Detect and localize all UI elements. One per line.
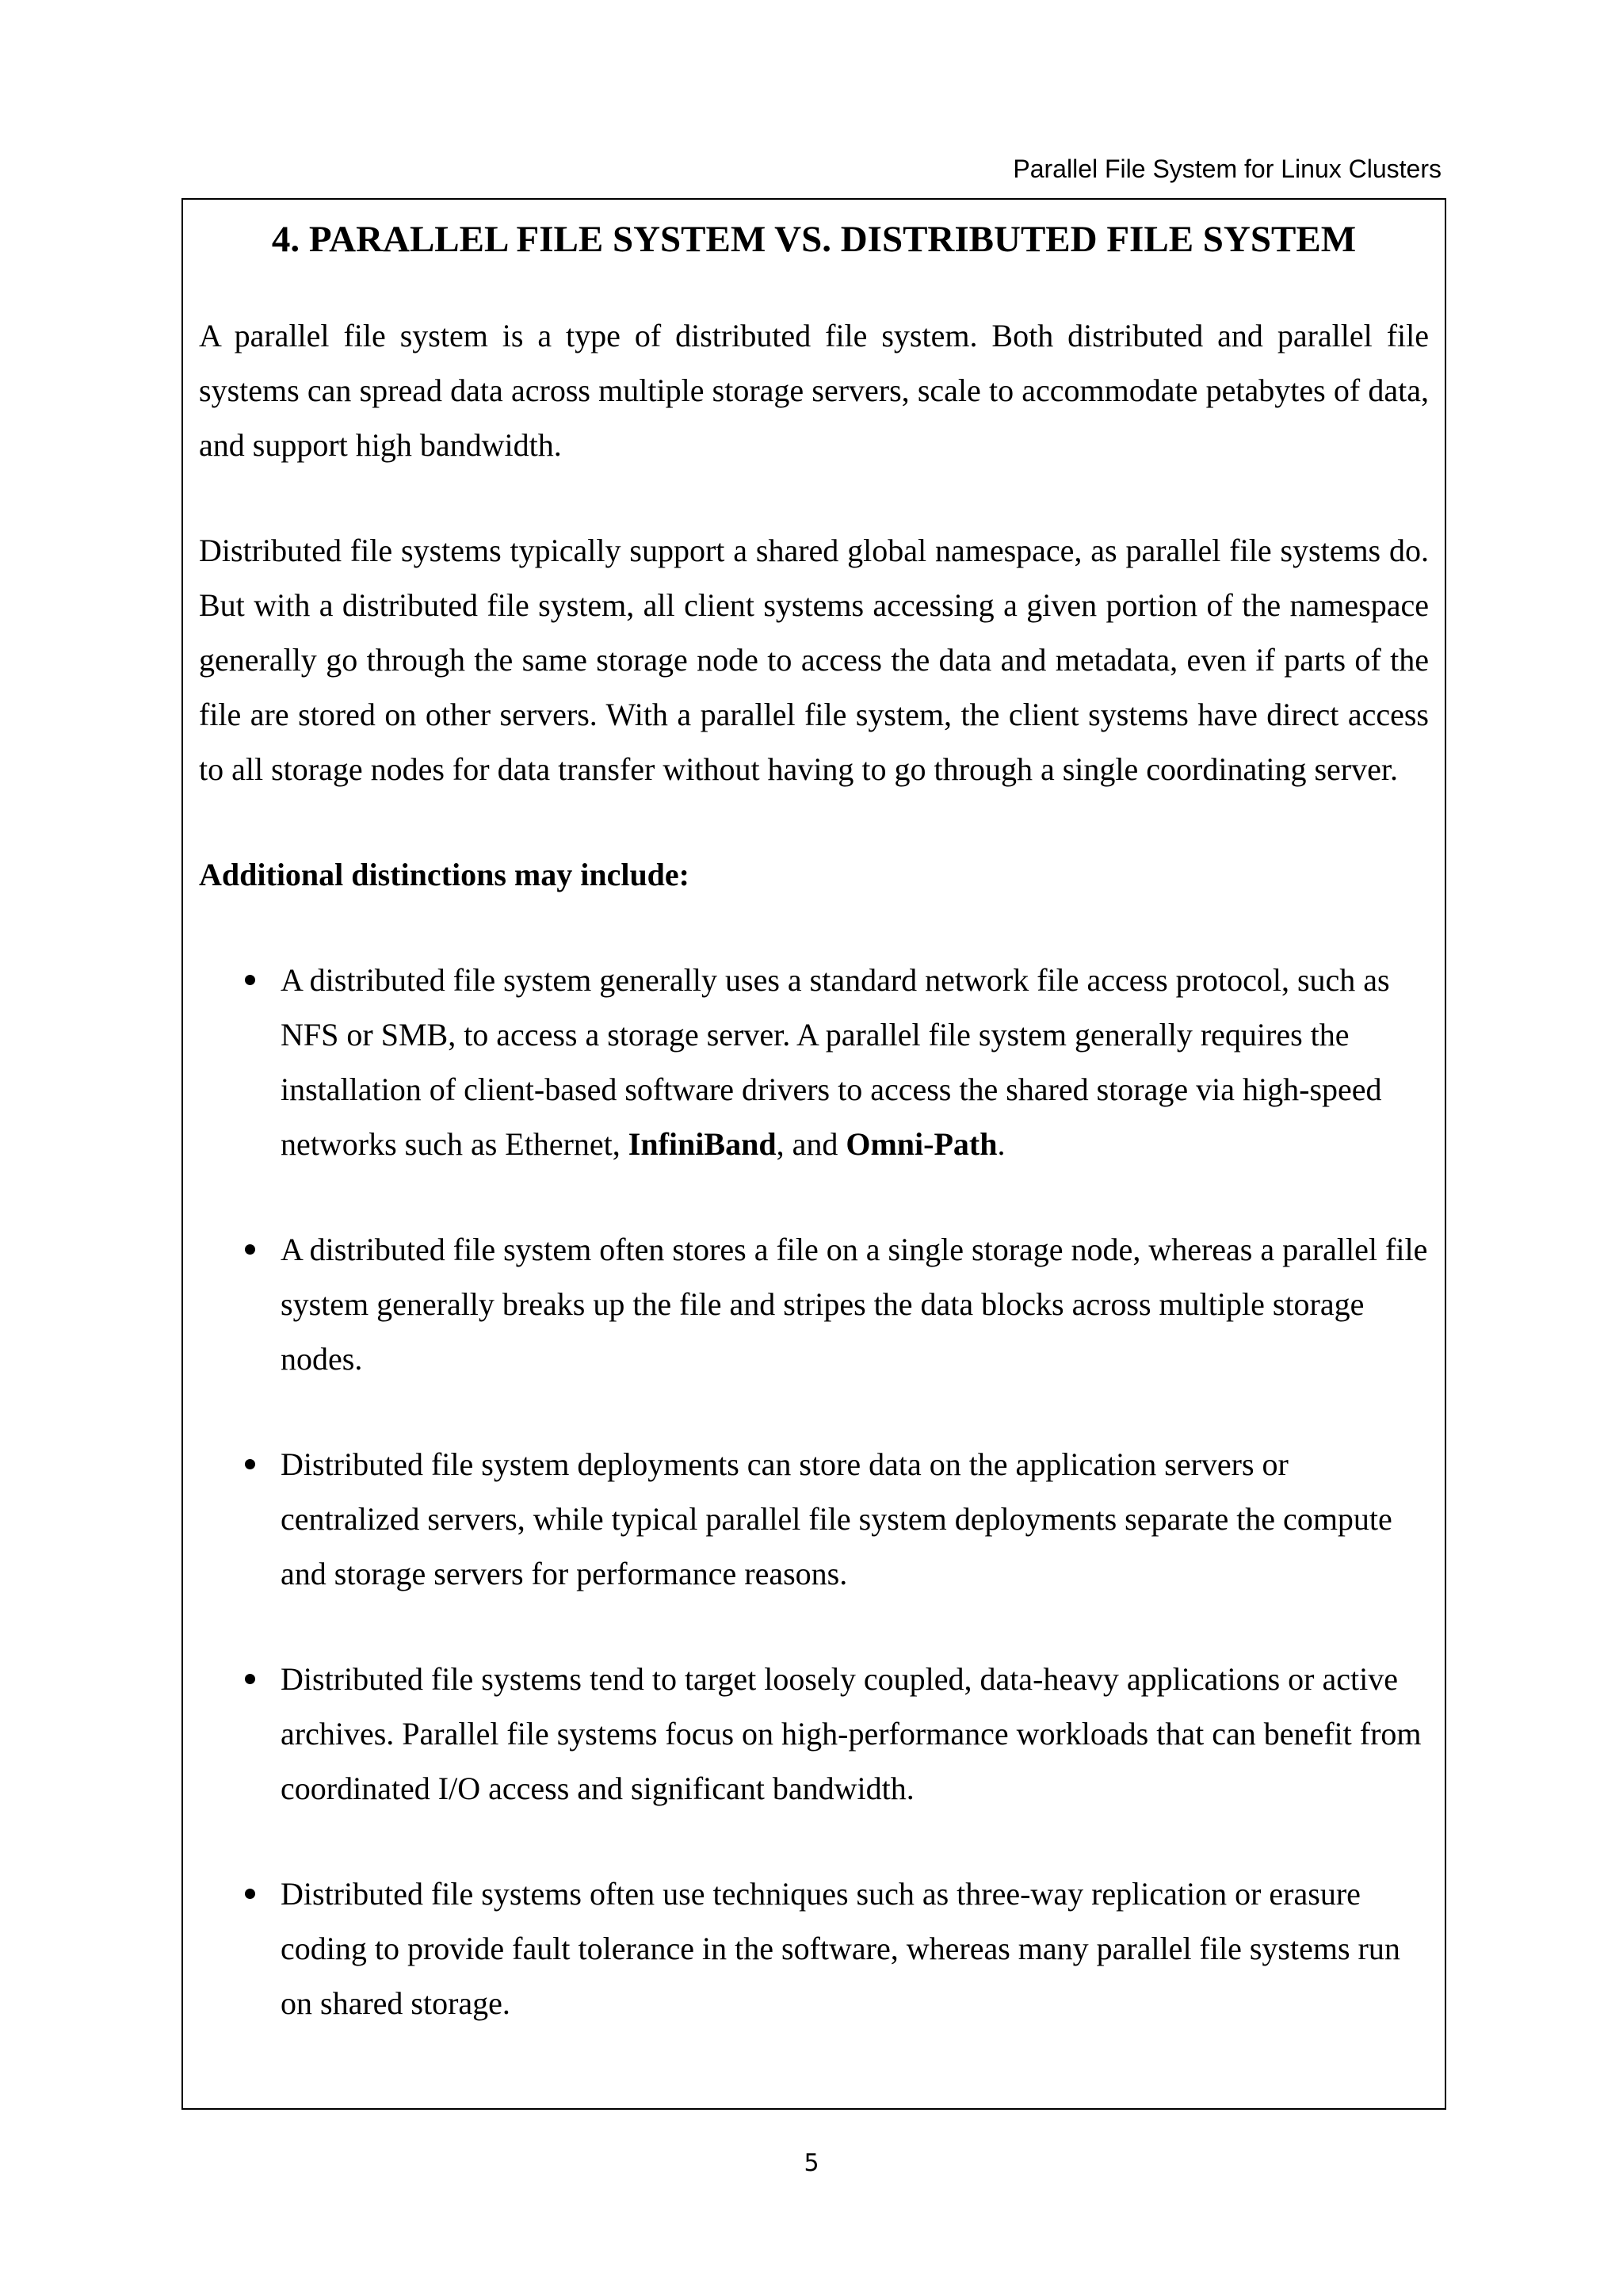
term-omni-path: Omni-Path — [846, 1126, 998, 1162]
intro-paragraph: A parallel file system is a type of distributed file system. Both distributed and parallel file systems can spread data across multiple storage servers, scale to accommodate petabytes of data, and support high bandwidth. — [199, 318, 1429, 463]
list-item-protocol — [199, 953, 1429, 1171]
page-number: 5 — [804, 2149, 819, 2177]
list-item-deployments — [199, 1437, 1429, 1601]
list-item-fault-tolerance — [199, 1866, 1429, 2030]
section-title: 4. PARALLEL FILE SYSTEM VS. DISTRIBUTED FILE SYSTEM — [271, 219, 1357, 260]
distinctions-subheading: Additional distinctions may include: — [199, 857, 690, 892]
list-item-end: . — [997, 1126, 1006, 1162]
list-item-text: Distributed file systems tend to target loosely coupled, data-heavy applications or active archives. Parallel file systems focus on high-performance workloads that can benefit from coordinated I/O access and significant bandwidth. — [281, 1661, 1422, 1806]
distinctions-list — [199, 953, 1429, 2030]
bullet-icon — [245, 975, 255, 985]
list-item-striping — [199, 1222, 1429, 1386]
list-item-joiner: , and — [776, 1126, 846, 1162]
term-infiniband: InfiniBand — [628, 1126, 777, 1162]
content-body — [199, 200, 1429, 2081]
bullet-icon — [245, 1674, 255, 1684]
namespace-paragraph: Distributed file systems typically support a shared global namespace, as parallel file systems do. But with a distributed file system, all client systems accessing a given portion of the namespace generally go through the same storage node to access the data and metadata, even if parts of the file are stored on other servers. With a parallel file system, the client systems have direct access to all storage nodes for data transfer without having to go through a single coordinating server. — [199, 533, 1429, 787]
content-frame — [181, 198, 1446, 2110]
list-item-text: A distributed file system generally uses a standard network file access protocol, such as NFS or SMB, to access a storage server. A parallel file system generally requires the installation of client-based software drivers to access the shared storage via high-speed networks such as Ethernet, — [281, 962, 1390, 1162]
list-item-workloads — [199, 1652, 1429, 1816]
running-header: Parallel File System for Linux Clusters — [1013, 155, 1442, 183]
list-item-text: A distributed file system often stores a file on a single storage node, whereas a parallel file system generally breaks up the file and stripes the data blocks across multiple storage nodes. — [281, 1232, 1428, 1377]
bullet-icon — [245, 1459, 255, 1469]
list-item-text: Distributed file systems often use techniques such as three-way replication or erasure coding to provide fault tolerance in the software, whereas many parallel file systems run on shared storage. — [281, 1876, 1400, 2021]
list-item-text: Distributed file system deployments can store data on the application servers or centralized servers, while typical parallel file system deployments separate the compute and storage servers for performance reasons. — [281, 1446, 1392, 1591]
bullet-icon — [245, 1889, 255, 1899]
bullet-icon — [245, 1244, 255, 1255]
